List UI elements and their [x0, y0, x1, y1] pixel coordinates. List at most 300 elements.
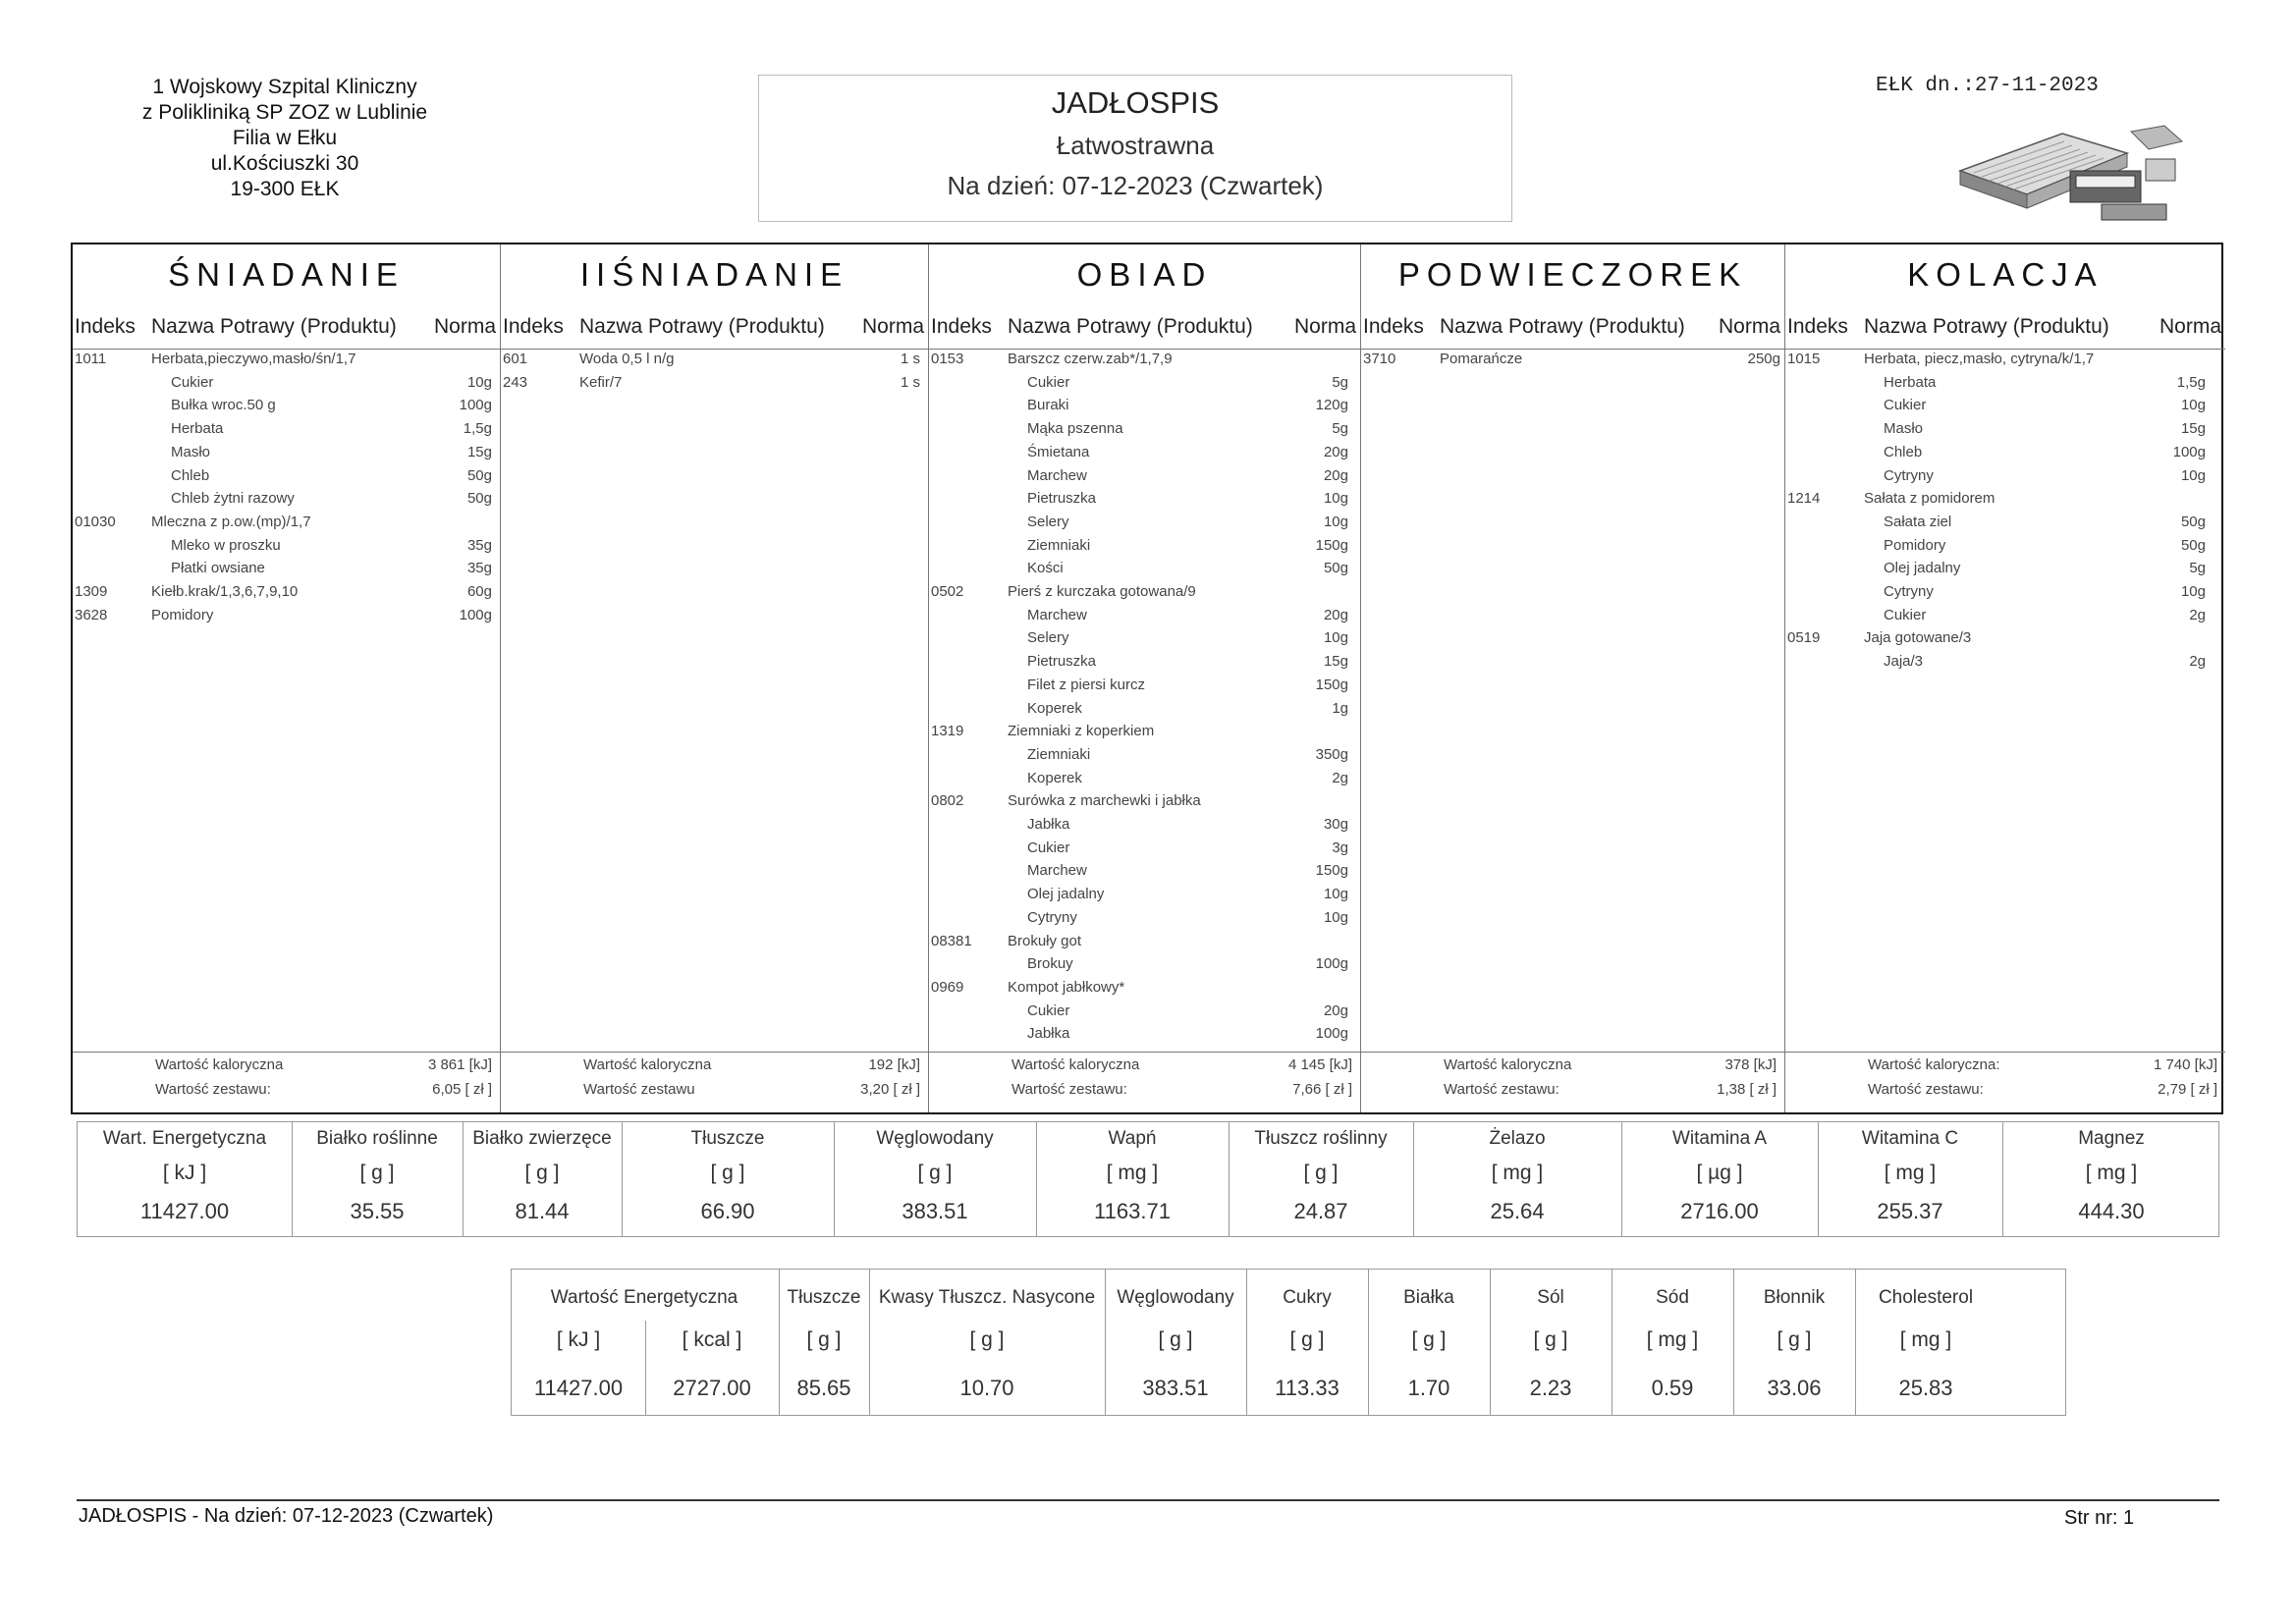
item-name: Chleb żytni razowy	[171, 490, 295, 508]
item-norm: 30g	[1323, 816, 1348, 833]
list-item	[73, 420, 500, 444]
nutrient-name: Kwasy Tłuszcz. Nasycone	[878, 1287, 1096, 1308]
cost-label: Wartość zestawu:	[1868, 1081, 1984, 1098]
header-rule	[1361, 349, 1784, 350]
item-index: 0502	[931, 583, 964, 600]
summary-rule	[501, 1052, 928, 1053]
item-norm: 50g	[466, 490, 492, 508]
item-norm: 10g	[1323, 886, 1348, 903]
item-name: Bułka wroc.50 g	[171, 397, 276, 414]
nutrient-value: 85.65	[796, 1376, 851, 1400]
nutrient-value: 25.83	[1898, 1376, 1953, 1400]
list-item	[929, 723, 1360, 746]
document-title: JADŁOSPIS	[1051, 85, 1220, 120]
nutrient-name: Błonnik	[1763, 1287, 1826, 1308]
item-norm: 100g	[459, 397, 492, 414]
item-norm: 350g	[1315, 745, 1348, 763]
item-index: 0519	[1787, 629, 1821, 647]
item-name: Olej jadalny	[1884, 560, 1961, 577]
nutrient-unit: [ g ]	[524, 1162, 560, 1184]
nutrient-unit: [ mg ]	[1106, 1162, 1159, 1184]
item-norm: 5g	[1332, 373, 1348, 391]
nutrient-name: Węglowodany	[876, 1128, 994, 1149]
item-name: Marchew	[1027, 862, 1087, 880]
nutrient-value: 11427.00	[139, 1199, 230, 1223]
nutrient-unit: [ mg ]	[1646, 1328, 1699, 1351]
item-norm: 100g	[2172, 443, 2206, 460]
energy-kcal-unit: [ kcal ]	[682, 1328, 742, 1351]
header-norm: Norma	[433, 315, 496, 338]
cost-value: 6,05 [ zł ]	[432, 1081, 492, 1098]
meal-column-podwieczorek	[1361, 244, 1785, 1112]
item-index: 1309	[75, 583, 108, 600]
list-item	[929, 979, 1360, 1002]
item-name: Surówka z marchewki i jabłka	[1008, 792, 1201, 810]
list-item	[1785, 514, 2225, 537]
nutrient-unit: [ g ]	[1303, 1162, 1339, 1184]
meal-title: PODWIECZOREK	[1397, 256, 1748, 293]
list-item	[929, 770, 1360, 793]
item-name: Brokuy	[1027, 955, 1073, 973]
nutrient-name: Tłuszcze	[787, 1287, 861, 1308]
item-norm: 10g	[1323, 629, 1348, 647]
cost-value: 2,79 [ zł ]	[2158, 1081, 2217, 1098]
nutrient-name: Sól	[1537, 1287, 1564, 1308]
meal-title: ŚNIADANIE	[168, 256, 405, 293]
item-name: Śmietana	[1027, 443, 1090, 460]
list-item	[73, 444, 500, 467]
list-item	[929, 467, 1360, 491]
nutrient-name: Tłuszcz roślinny	[1254, 1128, 1388, 1149]
nutrient-name: Witamina A	[1671, 1128, 1768, 1149]
list-item	[929, 607, 1360, 630]
item-name: Filet z piersi kurcz	[1027, 676, 1146, 693]
list-item	[1785, 444, 2225, 467]
nutrient-value: 383.51	[1142, 1376, 1209, 1400]
item-index: 601	[503, 351, 528, 367]
item-norm: 35g	[466, 536, 492, 554]
list-item	[1785, 397, 2225, 420]
nutrients-table	[77, 1121, 2219, 1237]
nutrient-value: 255.37	[1877, 1199, 1943, 1223]
item-name: Herbata	[1884, 373, 1937, 391]
list-item	[929, 816, 1360, 839]
diet-name: Łatwostrawna	[1056, 131, 1215, 160]
list-item	[73, 374, 500, 398]
list-item	[1785, 420, 2225, 444]
item-name: Kiełb.krak/1,3,6,7,9,10	[151, 583, 299, 600]
list-item	[73, 490, 500, 514]
summary-rule	[73, 1052, 500, 1053]
item-name: Ziemniaki z koperkiem	[1008, 723, 1155, 740]
print-date: EŁK dn.:27-11-2023	[1876, 75, 2099, 97]
cost-value: 7,66 [ zł ]	[1292, 1081, 1352, 1098]
hospital-street: ul.Kościuszki 30	[210, 152, 359, 175]
item-name: Jabłka	[1027, 1025, 1070, 1043]
nutrient-value: 81.44	[515, 1199, 570, 1223]
hospital-address	[118, 75, 452, 202]
item-norm: 10g	[1323, 513, 1348, 530]
list-item	[929, 583, 1360, 607]
hospital-name: 1 Wojskowy Szpital Kliniczny	[152, 76, 417, 98]
item-index: 1214	[1787, 490, 1821, 508]
nutrient-unit: [ mg ]	[1491, 1162, 1544, 1184]
calorie-value: 192 [kJ]	[868, 1056, 920, 1073]
nutrition-facts-table	[511, 1269, 2066, 1416]
item-name: Ziemniaki	[1027, 536, 1091, 554]
item-name: Marchew	[1027, 606, 1087, 623]
item-norm: 50g	[466, 466, 492, 484]
item-norm: 1,5g	[463, 420, 492, 438]
nutrient-name: Białko zwierzęce	[472, 1128, 612, 1149]
list-item	[929, 629, 1360, 653]
energy-kj-value: 11427.00	[533, 1376, 624, 1400]
list-item	[1785, 607, 2225, 630]
item-name: Selery	[1027, 629, 1069, 647]
item-norm: 10g	[1323, 908, 1348, 926]
header-index: Indeks	[1787, 315, 1848, 338]
header-norm: Norma	[861, 315, 924, 338]
calorie-label: Wartość kaloryczna	[155, 1056, 284, 1073]
item-name: Herbata	[171, 420, 224, 438]
menu-date: Na dzień: 07-12-2023 (Czwartek)	[947, 171, 1324, 200]
nutrient-unit: [ mg ]	[1884, 1162, 1937, 1184]
item-name: Selery	[1027, 513, 1069, 530]
cost-label: Wartość zestawu:	[1444, 1081, 1559, 1098]
item-name: Masło	[1884, 420, 1924, 438]
nutrient-name: Magnez	[2078, 1128, 2145, 1149]
header-name: Nazwa Potrawy (Produktu)	[1440, 315, 1685, 338]
item-name: Koperek	[1027, 699, 1082, 717]
list-item	[929, 397, 1360, 420]
list-item	[929, 746, 1360, 770]
item-name: Cukier	[1027, 1001, 1070, 1019]
list-item	[929, 653, 1360, 676]
item-name: Chleb	[171, 466, 210, 484]
list-item	[929, 374, 1360, 398]
item-name: Ziemniaki	[1027, 745, 1091, 763]
header-rule	[1785, 349, 2225, 350]
item-index: 1011	[75, 351, 107, 367]
nutrient-value: 383.51	[902, 1199, 968, 1223]
item-norm: 2g	[2189, 653, 2206, 671]
item-name: Cukier	[1027, 373, 1070, 391]
item-index: 0802	[931, 792, 964, 810]
header-name: Nazwa Potrawy (Produktu)	[151, 315, 397, 338]
item-norm: 10g	[2180, 466, 2206, 484]
item-norm: 20g	[1323, 1001, 1348, 1019]
header-index: Indeks	[1363, 315, 1424, 338]
item-name: Kości	[1027, 560, 1064, 577]
item-norm: 2g	[1332, 769, 1348, 786]
list-item	[1785, 653, 2225, 676]
page-number: Str nr: 1	[2064, 1507, 2135, 1529]
list-item	[1785, 467, 2225, 491]
header-norm: Norma	[2159, 315, 2221, 338]
cost-value: 3,20 [ zł ]	[860, 1081, 920, 1098]
calorie-label: Wartość kaloryczna	[583, 1056, 712, 1073]
list-item	[929, 444, 1360, 467]
nutrient-name: Tłuszcze	[690, 1128, 765, 1149]
item-name: Brokuły got	[1008, 932, 1082, 949]
list-item	[929, 351, 1360, 374]
item-name: Pierś z kurczaka gotowana/9	[1008, 583, 1196, 600]
item-norm: 100g	[1315, 955, 1348, 973]
item-norm: 250g	[1747, 351, 1780, 367]
item-norm: 15g	[1323, 653, 1348, 671]
nutrient-value: 1163.71	[1094, 1199, 1171, 1223]
item-name: Cukier	[1884, 397, 1927, 414]
item-norm: 1,5g	[2176, 373, 2206, 391]
list-item	[73, 351, 500, 374]
nutrient-name: Wapń	[1108, 1128, 1157, 1149]
list-item	[1785, 560, 2225, 583]
item-name: Marchew	[1027, 466, 1087, 484]
calorie-value: 4 145 [kJ]	[1287, 1056, 1352, 1073]
calorie-label: Wartość kaloryczna	[1011, 1056, 1140, 1073]
item-name: Cytryny	[1027, 908, 1077, 926]
footer-date: JADŁOSPIS - Na dzień: 07-12-2023 (Czwartek)	[79, 1505, 494, 1527]
nutrient-value: 113.33	[1275, 1376, 1339, 1400]
list-item	[929, 955, 1360, 979]
item-index: 1015	[1787, 351, 1821, 367]
calorie-label: Wartość kaloryczna	[1444, 1056, 1572, 1073]
item-name: Pomarańcze	[1440, 351, 1523, 367]
header-index: Indeks	[503, 315, 564, 338]
list-item	[73, 514, 500, 537]
item-index: 01030	[75, 513, 116, 530]
item-name: Jaja gotowane/3	[1864, 629, 1972, 647]
item-norm: 10g	[466, 373, 492, 391]
list-item	[1361, 351, 1784, 374]
list-item	[929, 676, 1360, 700]
item-norm: 50g	[1323, 560, 1348, 577]
list-item	[929, 886, 1360, 909]
hospital-branch: Filia w Ełku	[232, 127, 338, 149]
item-name: Herbata, piecz,masło, cytryna/k/1,7	[1864, 351, 2095, 367]
calorie-label: Wartość kaloryczna:	[1868, 1056, 2000, 1073]
nutrient-unit: [ g ]	[710, 1162, 745, 1184]
item-norm: 10g	[2180, 397, 2206, 414]
nutrient-value: 2716.00	[1680, 1199, 1759, 1223]
item-norm: 150g	[1315, 536, 1348, 554]
item-norm: 15g	[2180, 420, 2206, 438]
item-name: Chleb	[1884, 443, 1923, 460]
list-item	[73, 607, 500, 630]
item-index: 0969	[931, 978, 964, 996]
list-item	[929, 839, 1360, 863]
item-name: Cytryny	[1884, 583, 1934, 600]
cost-value: 1,38 [ zł ]	[1717, 1081, 1777, 1098]
header-name: Nazwa Potrawy (Produktu)	[579, 315, 825, 338]
item-index: 08381	[931, 932, 972, 949]
list-item	[929, 862, 1360, 886]
list-item	[929, 514, 1360, 537]
item-norm: 5g	[2189, 560, 2206, 577]
item-norm: 10g	[2180, 583, 2206, 600]
list-item	[1785, 351, 2225, 374]
title-box	[758, 75, 1512, 222]
calorie-value: 378 [kJ]	[1724, 1056, 1777, 1073]
nutrient-name: Białko roślinne	[316, 1128, 438, 1149]
list-item	[929, 1002, 1360, 1026]
item-name: Cukier	[171, 373, 214, 391]
nutrient-value: 2.23	[1529, 1376, 1572, 1400]
item-norm: 2g	[2189, 606, 2206, 623]
nutrient-name: Białka	[1403, 1287, 1454, 1308]
list-item	[929, 420, 1360, 444]
list-item	[929, 700, 1360, 724]
nutrient-value: 1.70	[1407, 1376, 1450, 1400]
item-name: Jabłka	[1027, 816, 1070, 833]
calorie-value: 3 861 [kJ]	[427, 1056, 492, 1073]
list-item	[929, 792, 1360, 816]
item-norm: 50g	[2180, 513, 2206, 530]
item-norm: 35g	[466, 560, 492, 577]
item-norm: 3g	[1332, 839, 1348, 856]
cost-label: Wartość zestawu:	[1011, 1081, 1127, 1098]
energy-kcal-value: 2727.00	[673, 1376, 751, 1400]
item-name: Sałata z pomidorem	[1864, 490, 1995, 508]
item-name: Barszcz czerw.zab*/1,7,9	[1008, 351, 1173, 367]
nutrient-value: 66.90	[700, 1199, 755, 1223]
nutrient-name: Cukry	[1283, 1287, 1332, 1308]
header-index: Indeks	[75, 315, 136, 338]
item-name: Kefir/7	[579, 373, 623, 391]
energy-title: Wartość Energetyczna	[550, 1287, 738, 1308]
nutrient-value: 444.30	[2078, 1199, 2145, 1223]
nutrient-unit: [ g ]	[1777, 1328, 1812, 1351]
cost-label: Wartość zestawu	[583, 1081, 695, 1098]
nutrient-name: Cholesterol	[1878, 1287, 1974, 1308]
nutrient-unit: [ kJ ]	[162, 1162, 207, 1184]
energy-kj-unit: [ kJ ]	[556, 1328, 601, 1351]
nutrient-unit: [ g ]	[1289, 1328, 1325, 1351]
nutrient-name: Sód	[1656, 1287, 1689, 1308]
item-name: Kompot jabłkowy*	[1008, 978, 1125, 996]
item-norm: 1 s	[900, 373, 920, 391]
list-item	[73, 397, 500, 420]
meal-column-kolacja	[1785, 244, 2225, 1112]
item-name: Mleko w proszku	[171, 536, 281, 554]
item-norm: 15g	[466, 443, 492, 460]
nutrient-unit: [ g ]	[969, 1328, 1005, 1351]
summary-rule	[1785, 1052, 2225, 1053]
item-name: Cukier	[1027, 839, 1070, 856]
list-item	[1785, 490, 2225, 514]
list-item	[1785, 374, 2225, 398]
meal-title: IIŚNIADANIE	[579, 256, 849, 293]
nutrient-unit: [ g ]	[806, 1328, 842, 1351]
menu-table	[71, 243, 2223, 1114]
list-item	[73, 560, 500, 583]
header-norm: Norma	[1718, 315, 1780, 338]
list-item	[1785, 583, 2225, 607]
item-name: Woda 0,5 l n/g	[579, 351, 675, 367]
footer-rule	[77, 1499, 2219, 1501]
hospital-city: 19-300 EŁK	[230, 178, 340, 200]
list-item	[1785, 629, 2225, 653]
item-norm: 50g	[2180, 536, 2206, 554]
header-norm: Norma	[1293, 315, 1356, 338]
meal-title: OBIAD	[1076, 256, 1213, 293]
nutrient-value: 0.59	[1651, 1376, 1694, 1400]
nutrient-unit: [ g ]	[1533, 1328, 1568, 1351]
nutrient-value: 10.70	[959, 1376, 1014, 1400]
nutrient-name: Żelazo	[1489, 1128, 1546, 1149]
summary-rule	[1361, 1052, 1784, 1053]
list-item	[73, 583, 500, 607]
item-name: Pietruszka	[1027, 653, 1097, 671]
item-name: Pomidory	[151, 606, 214, 623]
item-norm: 5g	[1332, 420, 1348, 438]
item-norm: 20g	[1323, 443, 1348, 460]
item-name: Cukier	[1884, 606, 1927, 623]
item-name: Pietruszka	[1027, 490, 1097, 508]
nutrient-unit: [ g ]	[917, 1162, 953, 1184]
nutrient-value: 24.87	[1293, 1199, 1348, 1223]
nutrient-value: 33.06	[1767, 1376, 1822, 1400]
nutrient-name: Witamina C	[1861, 1128, 1959, 1149]
item-name: Herbata,pieczywo,masło/śn/1,7	[151, 351, 356, 367]
item-norm: 120g	[1315, 397, 1348, 414]
header-index: Indeks	[931, 315, 992, 338]
list-item	[929, 537, 1360, 561]
list-item	[929, 909, 1360, 933]
book-icon	[1954, 120, 2186, 228]
item-name: Koperek	[1027, 769, 1082, 786]
list-item	[501, 351, 928, 374]
nutrient-unit: [ mg ]	[1899, 1328, 1952, 1351]
nutrient-unit: [ g ]	[1158, 1328, 1193, 1351]
item-index: 1319	[931, 723, 964, 740]
item-name: Sałata ziel	[1884, 513, 1952, 530]
item-index: 3628	[75, 606, 108, 623]
item-norm: 100g	[1315, 1025, 1348, 1043]
list-item	[929, 560, 1360, 583]
nutrient-name: Węglowodany	[1117, 1287, 1234, 1308]
header-name: Nazwa Potrawy (Produktu)	[1008, 315, 1253, 338]
item-index: 243	[503, 373, 528, 391]
item-name: Pomidory	[1884, 536, 1946, 554]
nutrient-value: 25.64	[1490, 1199, 1545, 1223]
nutrient-name: Wart. Energetyczna	[102, 1128, 267, 1149]
item-norm: 150g	[1315, 862, 1348, 880]
list-item	[929, 490, 1360, 514]
header-rule	[929, 349, 1360, 350]
list-item	[1785, 537, 2225, 561]
list-item	[501, 374, 928, 398]
calorie-value: 1 740 [kJ]	[2153, 1056, 2217, 1073]
item-name: Mleczna z p.ow.(mp)/1,7	[151, 513, 311, 530]
meal-column-ii-sniadanie	[501, 244, 929, 1112]
meal-column-sniadanie	[73, 244, 501, 1112]
nutrient-unit: [ g ]	[1411, 1328, 1447, 1351]
item-norm: 10g	[1323, 490, 1348, 508]
nutrient-value: 35.55	[350, 1199, 405, 1223]
item-norm: 20g	[1323, 606, 1348, 623]
header-rule	[73, 349, 500, 350]
item-norm: 100g	[459, 606, 492, 623]
header-name: Nazwa Potrawy (Produktu)	[1864, 315, 2109, 338]
nutrient-unit: [ mg ]	[2085, 1162, 2138, 1184]
item-name: Cytryny	[1884, 466, 1934, 484]
nutrient-unit: [ g ]	[359, 1162, 395, 1184]
item-norm: 20g	[1323, 466, 1348, 484]
hospital-parent: z Polikliniką SP ZOZ w Lublinie	[141, 101, 428, 124]
meal-title: KOLACJA	[1907, 256, 2104, 293]
item-name: Masło	[171, 443, 211, 460]
